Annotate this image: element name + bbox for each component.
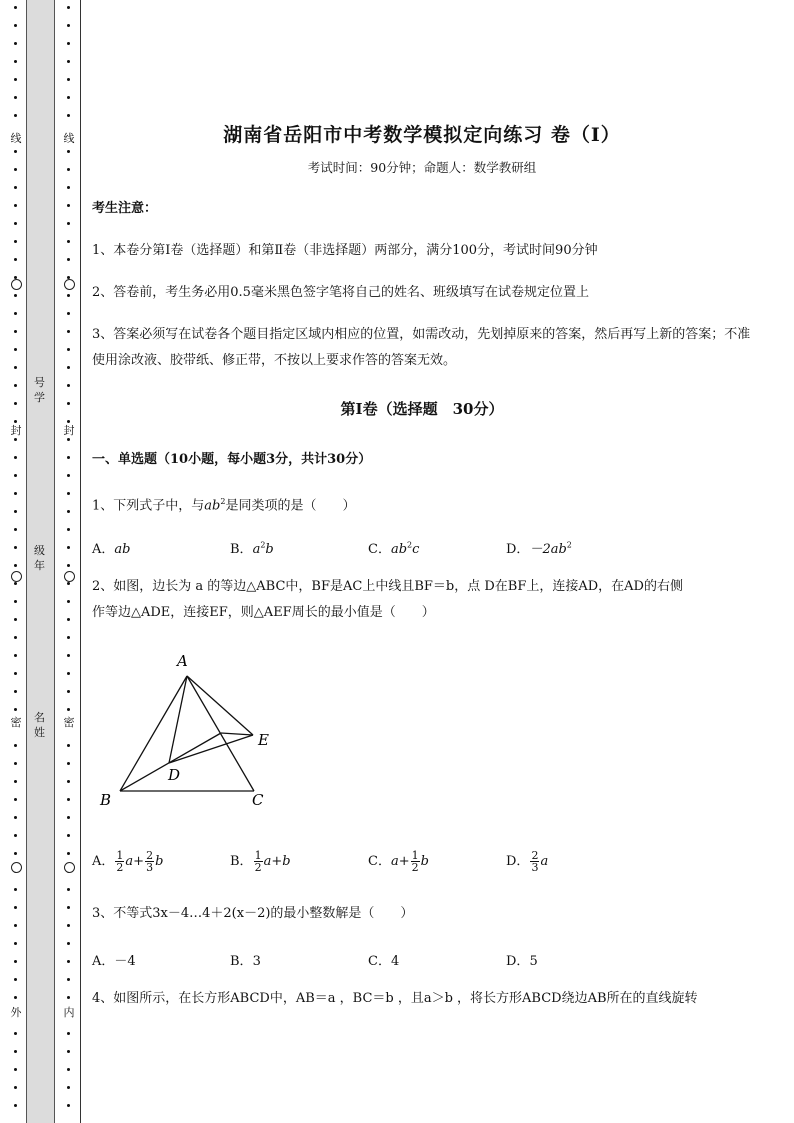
- binding-dot: [14, 42, 17, 45]
- outer-mark-feng: 封: [10, 424, 22, 437]
- binding-dot: [14, 114, 17, 117]
- binding-dot: [14, 1032, 17, 1035]
- binding-dot: [67, 402, 70, 405]
- binding-dot: [67, 294, 70, 297]
- binding-dot: [14, 942, 17, 945]
- inner-mark-mi: 密: [63, 716, 75, 729]
- binding-dot: [14, 744, 17, 747]
- inner-mark-feng: 封: [63, 424, 75, 437]
- segment-ad: [169, 676, 187, 763]
- binding-dot: [14, 24, 17, 27]
- binding-dot: [67, 906, 70, 909]
- inner-circle-1: [64, 279, 75, 290]
- q3-option-d[interactable]: D．5: [506, 954, 538, 969]
- binding-dot: [14, 996, 17, 999]
- binding-dot: [67, 798, 70, 801]
- binding-dot: [67, 780, 70, 783]
- label-c: C: [252, 791, 264, 809]
- notice-item-3: 3、答案必须写在试卷各个题目指定区域内相应的位置，如需改动，先划掉原来的答案，然后再写上新的答案；不准使用涂改液、胶带纸、修正带，不按以上要求作答的答案无效。: [92, 327, 751, 368]
- binding-dot: [14, 780, 17, 783]
- binding-dot: [67, 564, 70, 567]
- binding-dot: [14, 438, 17, 441]
- binding-dot: [67, 150, 70, 153]
- binding-dot: [67, 492, 70, 495]
- label-b: B: [100, 791, 112, 809]
- binding-dot: [14, 636, 17, 639]
- binding-dot: [14, 1086, 17, 1089]
- binding-dot: [14, 546, 17, 549]
- binding-dot: [14, 960, 17, 963]
- label-e: E: [258, 731, 269, 749]
- inner-circle-2: [64, 571, 75, 582]
- binding-dot: [14, 240, 17, 243]
- binding-dot: [14, 600, 17, 603]
- segment-ef: [221, 733, 253, 735]
- binding-dot: [67, 762, 70, 765]
- binding-dot: [67, 312, 70, 315]
- binding-dot: [14, 834, 17, 837]
- question-2-line-2: 作等边△ADE，连接EF，则△AEF周长的最小值是（ ）: [92, 605, 435, 620]
- binding-dot: [14, 690, 17, 693]
- binding-dot: [67, 348, 70, 351]
- binding-dot: [67, 1104, 70, 1107]
- binding-dot: [67, 78, 70, 81]
- notice-item-1: 1、本卷分第Ⅰ卷（选择题）和第Ⅱ卷（非选择题）两部分，满分100分，考试时间90分钟: [92, 243, 598, 258]
- binding-dot: [67, 708, 70, 711]
- binding-dot: [67, 24, 70, 27]
- question-1-stem: 1、下列式子中，与$ab^2$是同类项的是（ ）: [92, 497, 356, 514]
- binding-dot: [67, 978, 70, 981]
- binding-dot: [67, 672, 70, 675]
- binding-dot: [67, 960, 70, 963]
- binding-dot: [14, 402, 17, 405]
- binding-dot: [14, 978, 17, 981]
- outer-mark-wai: 外: [10, 1006, 22, 1019]
- section-title: 第Ⅰ卷（选择题 30分）: [340, 400, 504, 418]
- binding-dot: [14, 1104, 17, 1107]
- binding-dot: [67, 204, 70, 207]
- outer-circle-1: [11, 279, 22, 290]
- binding-dot: [67, 258, 70, 261]
- outer-circle-3: [11, 862, 22, 873]
- binding-dot: [14, 888, 17, 891]
- binding-dot: [67, 1032, 70, 1035]
- binding-dot: [67, 690, 70, 693]
- label-a: A: [177, 652, 188, 670]
- binding-dot: [14, 258, 17, 261]
- binding-dot: [14, 906, 17, 909]
- binding-dot: [67, 816, 70, 819]
- binding-dot: [14, 672, 17, 675]
- binding-dot: [67, 456, 70, 459]
- binding-dot: [14, 708, 17, 711]
- binding-dot: [67, 240, 70, 243]
- outer-mark-xian: 线: [10, 132, 22, 145]
- binding-dot: [14, 924, 17, 927]
- binding-dot: [67, 618, 70, 621]
- binding-dot: [67, 438, 70, 441]
- binding-dot: [14, 330, 17, 333]
- outer-mark-mi: 密: [10, 716, 22, 729]
- exam-title: 湖南省岳阳市中考数学模拟定向练习 卷（Ⅰ）: [223, 124, 621, 146]
- binding-dot: [67, 852, 70, 855]
- q1-option-b[interactable]: B．$a^2b$: [230, 540, 274, 557]
- binding-dot: [67, 1068, 70, 1071]
- binding-dot: [67, 6, 70, 9]
- binding-dot: [67, 582, 70, 585]
- binding-dot: [14, 96, 17, 99]
- q3-option-c[interactable]: C．4: [368, 954, 400, 969]
- field-name[interactable]: 名 姓: [34, 711, 45, 739]
- binding-dot: [14, 456, 17, 459]
- inner-circle-3: [64, 862, 75, 873]
- binding-dot: [14, 6, 17, 9]
- binding-dot: [67, 474, 70, 477]
- field-grade[interactable]: 级 年: [34, 544, 45, 572]
- segment-ae: [187, 676, 253, 735]
- binding-dot: [67, 330, 70, 333]
- binding-dot: [14, 816, 17, 819]
- binding-dot: [14, 528, 17, 531]
- binding-dot: [14, 510, 17, 513]
- field-student-id[interactable]: 号 学: [34, 376, 45, 404]
- binding-dot: [14, 60, 17, 63]
- binding-dot: [14, 348, 17, 351]
- notice-heading: 考生注意：: [92, 201, 158, 216]
- binding-dot: [67, 60, 70, 63]
- binding-dot: [14, 168, 17, 171]
- q1-option-c[interactable]: C．$ab^2c$: [368, 540, 420, 557]
- binding-dot: [67, 636, 70, 639]
- q2-option-a[interactable]: A． $\frac{1}{2}$ a+ $\frac{2}{3}$ b: [92, 849, 164, 874]
- binding-dot: [14, 294, 17, 297]
- outer-circle-2: [11, 571, 22, 582]
- binding-dot: [14, 654, 17, 657]
- binding-dot: [67, 384, 70, 387]
- q2-option-d[interactable]: D． $\frac{2}{3}$ a: [506, 849, 549, 874]
- notice-item-2: 2、答卷前，考生务必用0.5毫米黑色签字笔将自己的姓名、班级填写在试卷规定位置上: [92, 285, 589, 300]
- binding-dot: [67, 528, 70, 531]
- label-d: D: [168, 766, 181, 784]
- q1-option-a[interactable]: A．ab: [92, 542, 131, 557]
- binding-dot: [67, 744, 70, 747]
- binding-dot: [67, 654, 70, 657]
- binding-dot: [67, 186, 70, 189]
- binding-dot: [14, 186, 17, 189]
- binding-dot: [14, 150, 17, 153]
- binding-dot: [67, 888, 70, 891]
- binding-dot: [14, 312, 17, 315]
- question-4-stem: 4、如图所示，在长方形ABCD中，AB＝a ，BC＝b ，且a＞b ，将长方形ABCD绕边AB所在的直线旋转: [92, 991, 698, 1006]
- binding-dot: [14, 1050, 17, 1053]
- binding-dot: [67, 366, 70, 369]
- binding-dot: [67, 168, 70, 171]
- binding-dot: [67, 942, 70, 945]
- binding-dot: [14, 852, 17, 855]
- binding-dot: [14, 618, 17, 621]
- binding-dot: [14, 1068, 17, 1071]
- binding-dot: [67, 96, 70, 99]
- binding-dot: [14, 222, 17, 225]
- binding-dot: [67, 42, 70, 45]
- binding-dot: [14, 474, 17, 477]
- inner-mark-xian: 线: [63, 132, 75, 145]
- question-3-stem: 3、不等式3x－4…4＋2(x－2)的最小整数解是（ ）: [92, 906, 414, 921]
- binding-dot: [14, 762, 17, 765]
- binding-dot: [14, 492, 17, 495]
- question-2-line-1: 2、如图，边长为 a 的等边△ABC中，BF是AC上中线且BF＝b，点 D在BF上，连接AD，在AD的右侧: [92, 579, 683, 594]
- exam-subtitle: 考试时间：90分钟；命题人：数学教研组: [307, 160, 537, 175]
- q3-option-b[interactable]: B．3: [230, 954, 261, 969]
- binding-dot: [14, 564, 17, 567]
- q2-option-b[interactable]: B． $\frac{1}{2}$ a+b: [230, 849, 291, 874]
- outer-dotted-column: [9, 0, 23, 1123]
- q3-option-a[interactable]: A．－4: [92, 954, 136, 969]
- binding-line: [80, 0, 81, 1123]
- binding-dot: [67, 510, 70, 513]
- binding-dot: [14, 420, 17, 423]
- binding-dot: [67, 600, 70, 603]
- binding-dot: [14, 366, 17, 369]
- triangle-figure: [95, 645, 285, 815]
- binding-dot: [14, 78, 17, 81]
- part-heading: 一、单选题（10小题，每小题3分，共计30分）: [92, 452, 372, 467]
- binding-dot: [67, 834, 70, 837]
- binding-dot: [67, 1050, 70, 1053]
- binding-dot: [67, 1086, 70, 1089]
- binding-dot: [67, 222, 70, 225]
- q2-option-c[interactable]: C．a+ $\frac{1}{2}$ b: [368, 849, 429, 874]
- binding-dot: [67, 420, 70, 423]
- binding-dot: [67, 114, 70, 117]
- binding-dot: [67, 924, 70, 927]
- binding-dot: [67, 546, 70, 549]
- q1-option-d[interactable]: D．$-2ab^2$: [506, 540, 572, 557]
- binding-dot: [14, 204, 17, 207]
- binding-dot: [14, 582, 17, 585]
- inner-mark-nei: 内: [63, 1006, 75, 1019]
- inner-dotted-column: [62, 0, 76, 1123]
- binding-dot: [67, 996, 70, 999]
- binding-dot: [14, 798, 17, 801]
- binding-dot: [14, 384, 17, 387]
